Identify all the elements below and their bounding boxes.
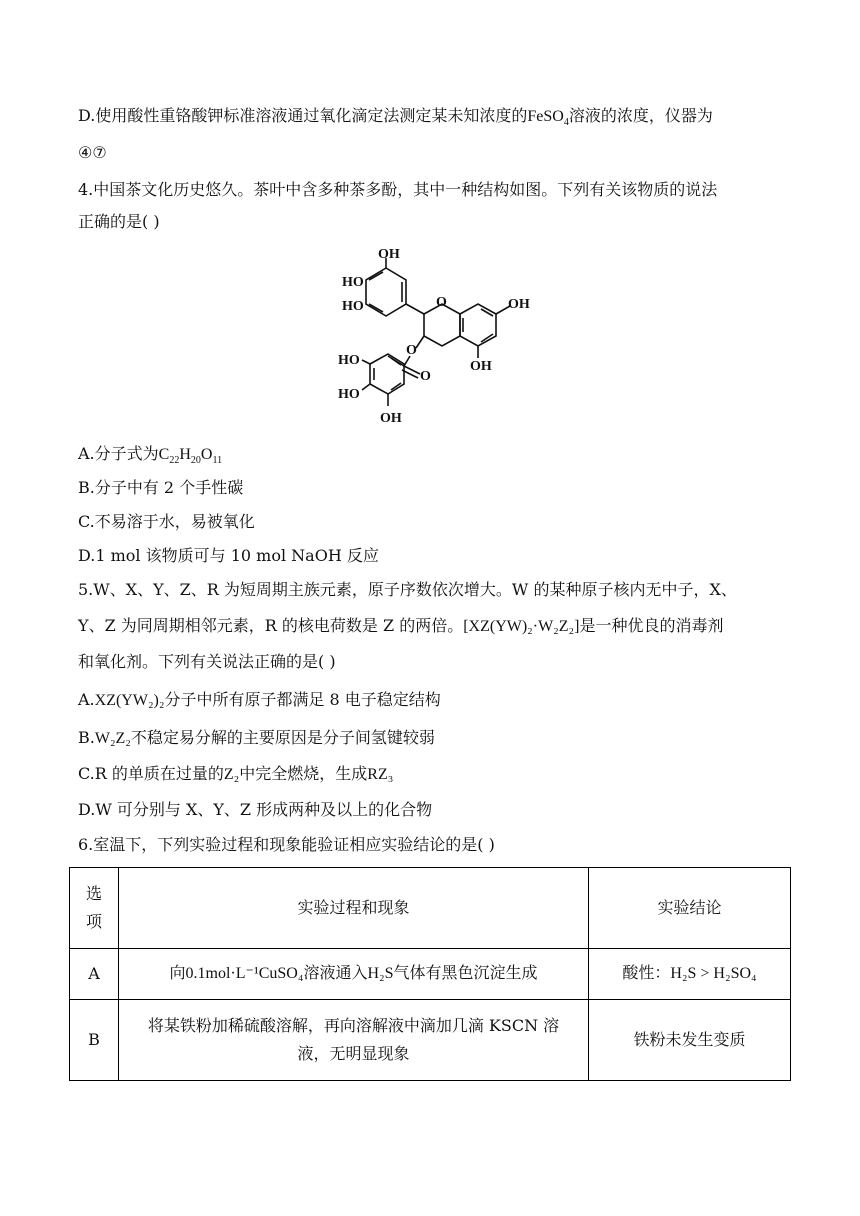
- q5-stem-formula: [XZ(YW)₂·W₂Z₂]: [463, 618, 580, 635]
- q3-option-d-sub: 4: [563, 117, 569, 129]
- q5-stem-line2-text2: 是一种优良的消毒剂: [579, 616, 724, 635]
- q4-stem-line1: 4.中国茶文化历史悠久。茶叶中含多种茶多酚，其中一种结构如图。下列有关该物质的说法: [78, 180, 718, 199]
- q4-option-c: C.不易溶于水，易被氧化: [78, 512, 255, 531]
- row-b-process-line1: 将某铁粉加稀硫酸溶解，再向溶解液中滴加几滴 KSCN 溶: [147, 1016, 560, 1035]
- q5-stem-line2-text: Y、Z 为同周期相邻元素，R 的核电荷数是 Z 的两倍。: [78, 616, 464, 635]
- q4-option-a-h: H: [179, 446, 191, 463]
- label-o-ester: O: [406, 343, 417, 358]
- q4-option-a-c: C: [158, 446, 170, 463]
- q4-option-a-h-sub: 20: [190, 455, 201, 467]
- label-ho-galloyl1: HO: [338, 353, 360, 368]
- label-oh-top: OH: [378, 248, 400, 262]
- q4-stem-line2: 正确的是( ): [78, 212, 160, 231]
- epicatechin-gallate-structure: [336, 248, 546, 433]
- q4-option-a-c-sub: 22: [169, 455, 180, 467]
- galloyl-ring-hexagon: [370, 354, 404, 394]
- q5-option-b-text: 不稳定易分解的主要原因是分子间氢键较弱: [130, 728, 435, 747]
- q3-option-d-formula: FeSO: [527, 108, 564, 125]
- q4-option-a-o-sub: 11: [212, 455, 223, 467]
- label-ho-left2: HO: [342, 299, 364, 314]
- ring-a-hexagon: [460, 304, 496, 346]
- header-process: 实验过程和现象: [119, 868, 589, 949]
- row-b-process-line2: 液，无明显现象: [297, 1044, 410, 1063]
- table-row: [70, 949, 791, 1000]
- label-ho-left1: HO: [342, 275, 364, 290]
- row-a-conclusion: 酸性：H₂S > H₂SO₄: [589, 949, 791, 1000]
- q5-option-a: [78, 690, 441, 711]
- q3-option-d: [78, 106, 713, 127]
- q5-option-c: [78, 764, 393, 785]
- header-option-line1: 选: [85, 884, 102, 903]
- label-oh-galloyl3: OH: [380, 411, 402, 426]
- label-ho-galloyl2: HO: [338, 387, 360, 402]
- table-header-row: [70, 868, 791, 949]
- q3-option-d-line2: ④⑦: [78, 143, 107, 162]
- ring-c-hexagon: [424, 304, 460, 346]
- row-b-process: [119, 1000, 589, 1081]
- q4-option-a-prefix: A.分子式为: [78, 444, 159, 463]
- q5-option-d: D.W 可分别与 X、Y、Z 形成两种及以上的化合物: [78, 800, 433, 819]
- header-option-line2: 项: [85, 912, 102, 931]
- header-conclusion: 实验结论: [589, 868, 791, 949]
- row-b-option: B: [70, 1000, 119, 1081]
- label-o-ring: O: [436, 295, 447, 310]
- row-b-conclusion: 铁粉未发生变质: [589, 1000, 791, 1081]
- table-row: [70, 1000, 791, 1081]
- q5-option-a-formula: XZ(YW₂)₂: [94, 692, 165, 709]
- q6-stem: 6.室温下，下列实验过程和现象能验证相应实验结论的是( ): [78, 835, 495, 854]
- row-a-process: 向0.1mol·L⁻¹CuSO₄溶液通入H₂S气体有黑色沉淀生成: [119, 949, 589, 1000]
- q4-option-b: B.分子中有 2 个手性碳: [78, 478, 244, 497]
- q5-option-c-text2: 中完全燃烧，生成: [239, 764, 368, 783]
- ring-b-hexagon: [366, 268, 406, 316]
- q5-option-b-formula: W₂Z₂: [94, 730, 131, 747]
- q5-option-a-text: 分子中所有原子都满足 8 电子稳定结构: [164, 690, 441, 709]
- q4-option-d: D.1 mol 该物质可与 10 mol NaOH 反应: [78, 546, 379, 565]
- q5-stem-line2: [78, 616, 723, 637]
- q5-stem-line3: 和氧化剂。下列有关说法正确的是( ): [78, 652, 336, 671]
- q5-option-c-text: C.R 的单质在过量的: [78, 764, 224, 783]
- q4-option-a-o: O: [200, 446, 213, 463]
- row-a-option: A: [70, 949, 119, 1000]
- q5-option-a-prefix: A.: [78, 690, 95, 709]
- q5-option-c-formula2: RZ₃: [367, 766, 394, 783]
- label-oh-right: OH: [508, 297, 530, 312]
- q5-stem-line1: 5.W、X、Y、Z、R 为短周期主族元素，原子序数依次增大。W 的某种原子核内无中子，X、: [78, 580, 737, 599]
- label-o-carbonyl: O: [420, 369, 431, 384]
- q5-option-c-formula1: Z₂: [223, 766, 240, 783]
- label-oh-bottom: OH: [470, 359, 492, 374]
- q3-option-d-text2: 溶液的浓度，仪器为: [568, 106, 713, 125]
- q3-option-d-text: D.使用酸性重铬酸钾标准溶液通过氧化滴定法测定某未知浓度的: [78, 106, 528, 125]
- q5-option-b-prefix: B.: [78, 728, 95, 747]
- q5-option-b: [78, 728, 435, 749]
- q4-option-a: [78, 444, 222, 465]
- q6-table: [69, 867, 791, 1081]
- header-option: [70, 868, 119, 949]
